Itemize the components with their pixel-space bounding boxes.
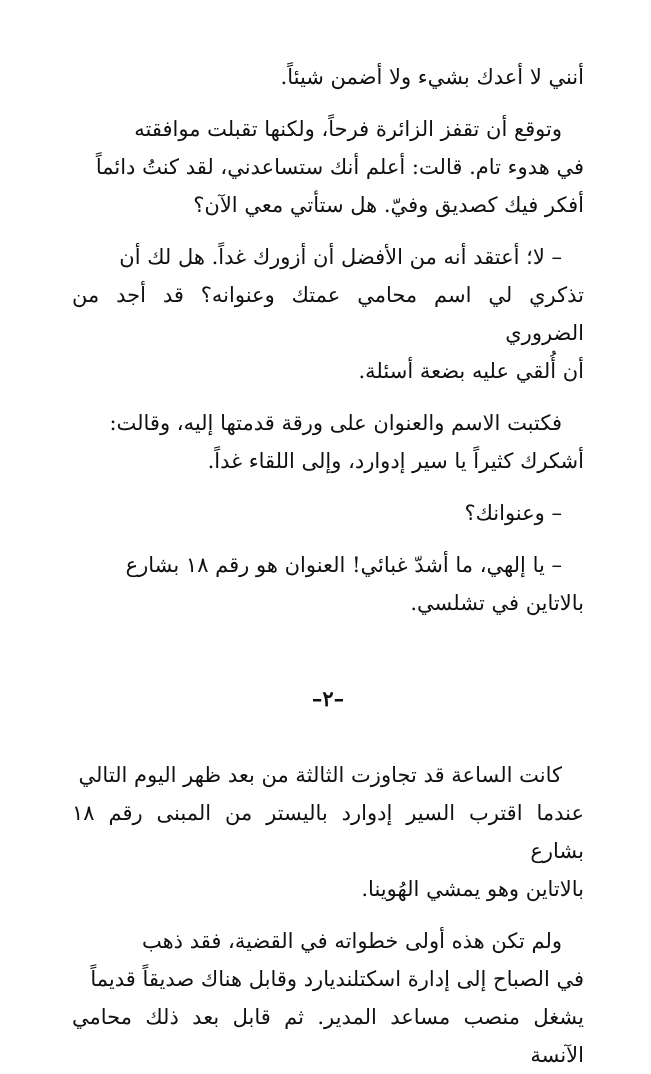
text-line: كانت الساعة قد تجاوزت الثالثة من بعد ظهر اليوم التالي <box>78 763 562 787</box>
paragraph-gap <box>72 480 584 494</box>
text-line: – يا إلهي، ما أشدّ غبائي! العنوان هو رقم ١٨ بشارع <box>125 553 562 577</box>
paragraph <box>72 58 584 96</box>
text-line: عندما اقترب السير إدوارد باليستر من المبنى رقم ١٨ بشارع <box>72 801 584 863</box>
text-line: أنني لا أعدك بشيء ولا أضمن شيئاً. <box>280 65 584 89</box>
text-line: في هدوء تام. قالت: أعلم أنك ستساعدني، لقد كنتُ دائماً <box>95 155 584 179</box>
paragraph-gap <box>72 390 584 404</box>
text-line: يشغل منصب مساعد المدير. ثم قابل بعد ذلك محامي الآنسة <box>72 1005 584 1067</box>
text-line: أشكرك كثيراً يا سير إدوارد، وإلى اللقاء غداً. <box>207 449 584 473</box>
paragraph-gap <box>72 96 584 110</box>
text-line: – وعنوانك؟ <box>464 501 562 525</box>
text-line: في الصباح إلى إدارة اسكتلنديارد وقابل هناك صديقاً قديماً <box>90 967 584 991</box>
text-line: بالاتاين وهو يمشي الهُوينا. <box>361 877 584 901</box>
chapter-heading: –٢– <box>311 686 345 711</box>
text-line: وتوقع أن تقفز الزائرة فرحاً، ولكنها تقبلت موافقته <box>134 117 562 141</box>
paragraph <box>72 494 584 532</box>
paragraph <box>72 238 584 390</box>
paragraph <box>72 546 584 622</box>
paragraph <box>72 922 584 1074</box>
text-line: فكتبت الاسم والعنوان على ورقة قدمتها إليه، وقالت: <box>109 411 562 435</box>
text-line: أفكر فيك كصديق وفيّ. هل ستأتي معي الآن؟ <box>193 193 584 217</box>
text-line: تذكري لي اسم محامي عمتك وعنوانه؟ قد أجد من الضروري <box>72 283 584 345</box>
paragraph-gap <box>72 224 584 238</box>
book-page <box>72 58 584 1074</box>
text-line: أن أُلقي عليه بضعة أسئلة. <box>358 359 584 383</box>
paragraph <box>72 756 584 908</box>
paragraph <box>72 404 584 480</box>
text-line: – لا؛ أعتقد أنه من الأفضل أن أزورك غداً. هل لك أن <box>119 245 562 269</box>
text-line: ولم تكن هذه أولى خطواته في القضية، فقد ذهب <box>141 929 562 953</box>
paragraph <box>72 110 584 224</box>
paragraph-gap <box>72 908 584 922</box>
text-line: بالاتاين في تشلسي. <box>410 591 584 615</box>
paragraph-gap <box>72 532 584 546</box>
